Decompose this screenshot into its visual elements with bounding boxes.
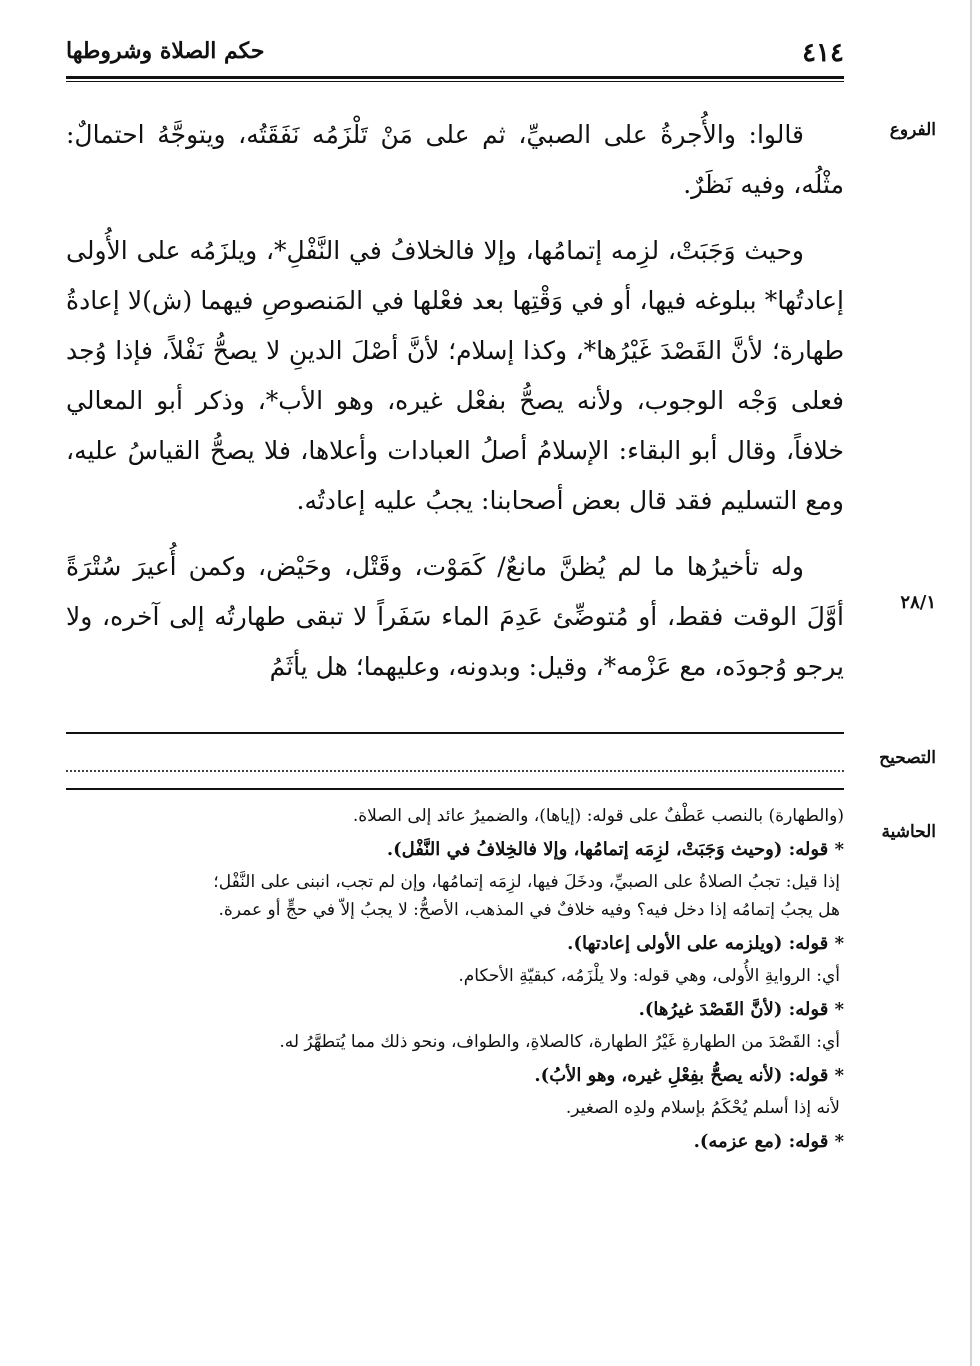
note-body-3: أي: القَصْدَ من الطهارةِ غَيْرُ الطهارة، كالصلاةِ، والطواف، ونحو ذلك مما يُتطهَّرُ له. (279, 1032, 840, 1052)
note-body-2: أي: الروايةِ الأُولى، وهي قوله: ولا يلْزَمُه، كبقيّةِ الأحكام. (458, 966, 840, 986)
note-body-4: لأنه إذا أسلم يُحْكَمُ بإسلام ولدِه الصغير. (565, 1098, 840, 1118)
note-heading-5 (66, 1128, 844, 1156)
header-rule-thin (66, 81, 844, 82)
header-rule (66, 76, 844, 79)
running-title: حكم الصلاة وشروطها (66, 38, 265, 64)
margin-label-hashiya: الحاشية (881, 822, 936, 842)
note-body-line: هل يجبُ إتمامُه إذا دخل فيه؟ وفيه خلافٌ في المذهب، الأصحُّ: لا يجبُ إلاّ في حجٍّ أو عمرة. (218, 900, 840, 920)
note-body-1 (66, 868, 844, 924)
footnotes (66, 802, 844, 1160)
star-marker: * (834, 839, 844, 860)
note-intro: (والطهارة) بالنصب عَطْفٌ على قوله: (إياها)، والضميرُ عائد إلى الصلاة. (352, 806, 844, 826)
footnote-rule (66, 788, 844, 790)
note-heading-text: قوله: (مع عزمه). (693, 1131, 829, 1152)
note-heading-text: قوله: (ويلزمه على الأولى إعادتها). (567, 933, 829, 954)
text-end-rule (66, 732, 844, 734)
star-marker: * (834, 1065, 844, 1086)
note-body-line: إذا قيل: تجبُ الصلاةُ على الصبيِّ، ودخَلَ فيها، لزِمَه إتمامُها، وإن لم تجب، انبنى على النَّفْل؛ (213, 872, 840, 892)
star-marker: * (834, 933, 844, 954)
main-paragraph-2: وحيث وَجَبَتْ، لزِمه إتمامُها، وإلا فالخلافُ في النَّفْلِ*، ويلزَمُه على الأُولى إعادتُها* ببلوغه فيها، أو في وَقْتِها بعد فعْلها في المَنصوصِ فيهما (ش)لا إعادةُ طهارة؛ لأنَّ القَصْدَ غَيْرُها*، وكذا إسلام؛ لأنَّ أصْلَ الدينِ لا يصحُّ نَفْلاً، فإذا وُجد فعلى وَجْه الوجوب، ولأنه يصحُّ بفعْل غيره، وهو الأب*، وذكر أبو المعالي خلافاً، وقال أبو البقاء: الإسلامُ أصلُ العبادات وأعلاها، فلا يصحُّ القياسُ عليه، ومع التسليم فقد قال بعض أصحابنا: يجبُ عليه إعادتُه. (66, 236, 844, 515)
main-text (66, 110, 844, 692)
note-heading-text: قوله: (وحيث وَجَبَتْ، لزِمَه إتمامُها، وإلا فالخِلافُ في النَّفْل). (386, 839, 829, 860)
note-heading-text: قوله: (لأنه يصحُّ بفِعْلِ غيره، وهو الأبُ). (534, 1065, 829, 1086)
page-number: ٤١٤ (802, 38, 844, 68)
note-heading-4 (66, 1062, 844, 1090)
margin-label-ref: ٢٨/١ (900, 592, 936, 613)
note-heading-text: قوله: (لأنَّ القَصْدَ غيرُها). (638, 999, 829, 1020)
star-marker: * (834, 999, 844, 1020)
note-heading-3 (66, 996, 844, 1024)
star-marker: * (834, 1131, 844, 1152)
main-paragraph-3: وله تأخيرُها ما لم يُظنَّ مانعٌ/ كَمَوْت، وقَتْل، وحَيْض، وكمن أُعيرَ سُتْرَةً أوَّلَ الوقت فقط، أو مُتوضِّئ عَدِمَ الماء سَفَراً لا تبقى طهارتُه إلى آخره، ولا يرجو وُجودَه، مع عَزْمه*، وقيل: وبدونه، وعليهما؛ هل يأثَمُ (66, 552, 844, 681)
tashih-dotted-line (66, 756, 844, 772)
page-header (66, 38, 844, 72)
margin-label-tashih: التصحيح (879, 748, 936, 768)
note-heading-1 (66, 836, 844, 864)
note-heading-2 (66, 930, 844, 958)
margin-label-furu: الفروع (889, 120, 936, 140)
page-edge (970, 0, 972, 1366)
main-paragraph-1: قالوا: والأُجرةُ على الصبيِّ، ثم على مَنْ تَلْزَمُه نَفَقَتُه، ويتوجَّهُ احتمالٌ: مثْلُه، وفيه نَظَرٌ. (66, 120, 844, 199)
